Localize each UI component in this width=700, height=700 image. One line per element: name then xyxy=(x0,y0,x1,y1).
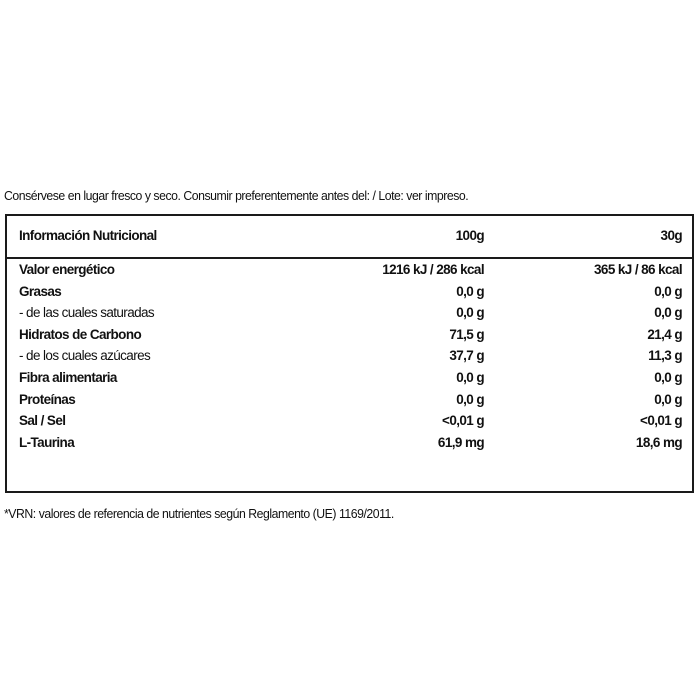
table-row xyxy=(7,390,692,412)
nutrient-label: - de los cuales azúcares xyxy=(19,348,151,364)
value-30g: 0,0 g xyxy=(654,305,682,321)
value-100g: 0,0 g xyxy=(456,369,484,385)
nutrient-label: Sal / Sel xyxy=(19,413,66,429)
nutrient-label: Grasas xyxy=(19,283,62,299)
value-30g: 365 kJ / 86 kcal xyxy=(594,262,682,277)
header-30g: 30g xyxy=(660,228,682,243)
value-30g: 21,4 g xyxy=(647,326,682,342)
table-row xyxy=(7,325,692,347)
value-30g: 11,3 g xyxy=(648,348,682,364)
value-30g: 0,0 g xyxy=(654,391,682,407)
nutrient-label: Hidratos de Carbono xyxy=(19,326,142,342)
header-100g: 100g xyxy=(455,228,484,243)
table-row xyxy=(7,260,692,282)
value-100g: 1216 kJ / 286 kcal xyxy=(382,262,484,277)
value-100g: 0,0 g xyxy=(456,305,484,321)
nutrient-label: L-Taurina xyxy=(19,434,75,450)
table-row xyxy=(7,303,692,325)
table-row xyxy=(7,282,692,304)
storage-note: Consérvese en lugar fresco y seco. Consumir preferentemente antes del: / Lote: ver impreso. xyxy=(4,188,469,203)
nutrition-table xyxy=(5,214,694,493)
value-30g: 18,6 mg xyxy=(635,434,682,450)
nutrient-label: Valor energético xyxy=(19,262,115,277)
nutrient-label: Proteínas xyxy=(19,391,76,407)
nutrient-label: Fibra alimentaria xyxy=(19,369,117,385)
table-row xyxy=(7,368,692,390)
table-header xyxy=(7,216,692,259)
header-label: Información Nutricional xyxy=(19,228,157,243)
vrn-footnote: *VRN: valores de referencia de nutrientes según Reglamento (UE) 1169/2011. xyxy=(4,506,394,521)
value-30g: 0,0 g xyxy=(654,369,682,385)
value-30g: 0,0 g xyxy=(654,283,682,299)
table-row xyxy=(7,433,692,455)
value-100g: <0,01 g xyxy=(442,413,484,429)
table-body xyxy=(7,260,692,454)
value-100g: 37,7 g xyxy=(449,348,484,364)
value-100g: 0,0 g xyxy=(456,391,484,407)
nutrient-label: - de las cuales saturadas xyxy=(19,305,155,321)
value-100g: 71,5 g xyxy=(449,326,484,342)
value-100g: 0,0 g xyxy=(456,283,484,299)
value-100g: 61,9 mg xyxy=(437,434,484,450)
value-30g: <0,01 g xyxy=(640,413,682,429)
table-row xyxy=(7,346,692,368)
table-row xyxy=(7,411,692,433)
